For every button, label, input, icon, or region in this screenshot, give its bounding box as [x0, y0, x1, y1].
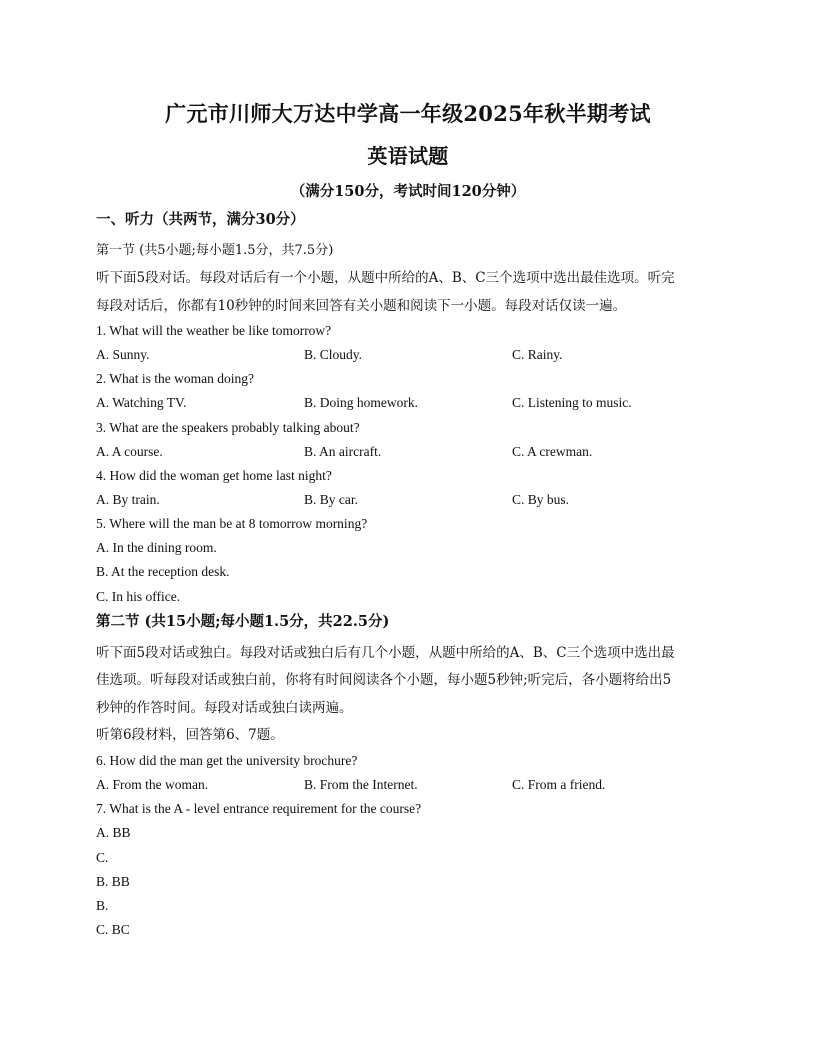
- q7-line: B.: [96, 898, 109, 913]
- question-4: 4. How did the woman get home last night?: [96, 468, 332, 483]
- q4-option-a: A. By train.: [96, 492, 160, 507]
- q5-option-b: B. At the reception desk.: [96, 564, 230, 579]
- q2-option-b: B. Doing homework.: [304, 395, 418, 410]
- q7-line: A. BB: [96, 825, 131, 840]
- section2-heading: 第二节 (共15小题;每小题1.5分，共22.5分): [96, 613, 390, 630]
- q6-option-b: B. From the Internet.: [304, 777, 418, 792]
- q3-option-b: B. An aircraft.: [304, 444, 382, 459]
- q5-option-a: A. In the dining room.: [96, 540, 217, 555]
- q3-option-a: A. A course.: [96, 444, 163, 459]
- question-7: 7. What is the A - level entrance requirement for the course?: [96, 801, 422, 816]
- question-2: 2. What is the woman doing?: [96, 371, 254, 386]
- q7-line: B. BB: [96, 874, 130, 889]
- section1-heading: 第一节 (共5小题;每小题1.5分，共7.5分): [96, 243, 334, 258]
- section1-instruction-line: 听下面5段对话。每段对话后有一个小题，从题中所给的A、B、C三个选项中选出最佳选项。听完: [96, 270, 675, 286]
- q5-option-c: C. In his office.: [96, 589, 181, 604]
- question-3: 3. What are the speakers probably talking about?: [96, 420, 360, 435]
- section2-instruction-line: 秒钟的作答时间。每段对话或独白读两遍。: [96, 700, 353, 716]
- exam-title: 广元市川师大万达中学高一年级2025年秋半期考试: [165, 101, 651, 126]
- material-note: 听第6段材料，回答第6、7题。: [96, 727, 284, 743]
- section1-instruction-line: 每段对话后，你都有10秒钟的时间来回答有关小题和阅读下一小题。每段对话仅读一遍。: [96, 298, 627, 314]
- q6-option-c: C. From a friend.: [512, 777, 606, 792]
- q1-option-c: C. Rainy.: [512, 347, 563, 362]
- score-note: （满分150分，考试时间120分钟）: [290, 183, 526, 200]
- q7-line: C.: [96, 850, 109, 865]
- question-1: 1. What will the weather be like tomorrow?: [96, 323, 332, 338]
- q2-option-a: A. Watching TV.: [96, 395, 187, 410]
- q1-option-a: A. Sunny.: [96, 347, 150, 362]
- question-6: 6. How did the man get the university brochure?: [96, 753, 358, 768]
- q7-line: C. BC: [96, 922, 130, 937]
- part1-heading: 一、听力（共两节，满分30分）: [96, 211, 305, 228]
- question-5: 5. Where will the man be at 8 tomorrow morning?: [96, 516, 368, 531]
- q6-option-a: A. From the woman.: [96, 777, 209, 792]
- q3-option-c: C. A crewman.: [512, 444, 593, 459]
- q4-option-b: B. By car.: [304, 492, 358, 507]
- q4-option-c: C. By bus.: [512, 492, 570, 507]
- q1-option-b: B. Cloudy.: [304, 347, 363, 362]
- section2-instruction-line: 听下面5段对话或独白。每段对话或独白后有几个小题，从题中所给的A、B、C三个选项中选出最: [96, 645, 675, 661]
- q2-option-c: C. Listening to music.: [512, 395, 632, 410]
- exam-subtitle: 英语试题: [367, 144, 449, 168]
- section2-instruction-line: 佳选项。听每段对话或独白前，你将有时间阅读各个小题，每小题5秒钟;听完后，各小题将给出5: [96, 672, 672, 688]
